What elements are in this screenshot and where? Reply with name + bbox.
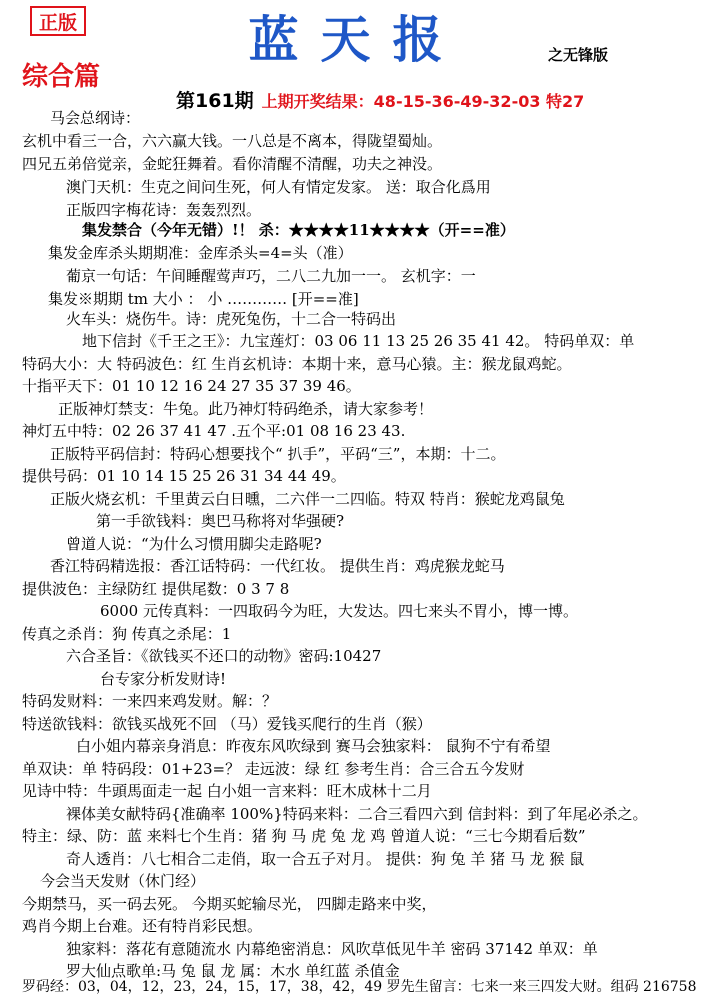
text-line: 正版特平码信封：特码心想要找个“ 扒手”，平码“三”，本期：十二。 (50, 445, 506, 463)
text-line: 集发金库杀头期期准：金库杀头=4=头（准） (48, 244, 353, 262)
text-line: 十指平天下：01 10 12 16 24 27 35 37 39 46。 (22, 377, 361, 395)
text-line: 第一手欲钱料：奥巴马称将对华强硬? (96, 512, 345, 530)
text-line: 正版神灯禁支：牛兔。此乃神灯特码绝杀，请大家参考！ (58, 400, 434, 418)
text-line: 6000 元传真料：一四取码今为旺，大发达。四七来头不胃小，博一博。 (100, 602, 578, 620)
text-line: 地下信封《千王之王》：九宝莲灯：03 06 11 13 25 26 35 41 42。 特码单双：单 (82, 332, 635, 350)
text-line: 台专家分析发财诗! (100, 670, 227, 688)
text-line: 罗大仙点歌单:马 兔 鼠 龙 属：木水 单红蓝 杀值金 (66, 962, 400, 980)
text-line: 白小姐内幕亲身消息：昨夜东风吹绿到 赛马会独家料： 鼠狗不宁有希望 (76, 737, 551, 755)
text-line: 罗码经：03，04，12，23，24，15，17，38，42，49 罗先生留言：七来一来三四发大财。组码 216758 (22, 979, 697, 995)
text-line: 单双诀：单 特码段：01+23=？ 走远波：绿 红 参考生肖：合三合五今发财 (22, 760, 525, 778)
text-line: 四兄五弟倍觉亲，金蛇狂舞着。看你清醒不清醒，功夫之神没。 (22, 155, 443, 173)
text-line: 特码大小：大 特码波色：红 生肖玄机诗：本期十来，意马心猿。主：猴龙鼠鸡蛇。 (22, 355, 572, 373)
last-draw-result: 上期开奖结果：48-15-36-49-32-03 特27 (261, 92, 585, 111)
section-heading: 综合篇 (22, 62, 101, 92)
text-line: 特码发财料：一来四来鸡发财。解：？ (22, 692, 278, 710)
text-line: 澳门天机：生克之间问生死，何人有情定发家。 送：取合化爲用 (66, 178, 491, 196)
text-line: 奇人透肖：八七相合二走俏，取一合五子对月。 提供：狗 兔 羊 猪 马 龙 猴 鼠 (66, 850, 585, 868)
issue-number: 第161期 (176, 90, 254, 112)
text-line: 火车头：烧伤牛。诗：虎死兔伤，十二合一特码出 (66, 310, 397, 328)
text-line: 玄机中看三一合，六六赢大钱。一八总是不离本，得陇望蜀灿。 (22, 132, 443, 150)
genuine-badge: 正版 (30, 6, 86, 36)
text-line: 葡京一句话：午间睡醒莺声巧，二八二九加一一。 玄机字：一 (66, 267, 476, 285)
text-line: 马会总纲诗： (50, 109, 141, 127)
text-line: 提供波色：主绿防红 提供尾数：0 3 7 8 (22, 580, 290, 598)
text-line: 正版火烧玄机：千里黄云白日曛，二六伴一二四临。特双 特肖：猴蛇龙鸡鼠兔 (50, 490, 565, 508)
text-line: 正版四字梅花诗：轰轰烈烈。 (66, 201, 262, 219)
text-line: 今期禁马，买一码去死。 今期买蛇输尽光， 四脚走路来中奖， (22, 895, 437, 913)
text-line: 鸡肖今期上台难。还有特肖彩民想。 (22, 917, 263, 935)
text-line: 提供号码：01 10 14 15 25 26 31 34 44 49。 (22, 467, 346, 485)
text-line: 裸体美女献特码{准确率 100%}特码来料：二合三看四六到 信封料：到了年尾必杀之。 (66, 805, 648, 823)
text-line: 集发禁合（今年无错）!！ 杀：★★★★11★★★★（开==准） (82, 221, 515, 239)
text-line: 传真之杀肖：狗 传真之杀尾：1 (22, 625, 232, 643)
text-line: 集发※期期 tm 大小 ： 小 ………… [开==准] (48, 290, 359, 308)
text-line: 神灯五中特：02 26 37 41 47 .五个平:01 08 16 23 43. (22, 422, 406, 440)
text-line: 见诗中特：牛頭馬面走一起 白小姐一言来料：旺木成林十二月 (22, 782, 432, 800)
text-line: 六合圣旨：《欲钱买不还口的动物》密码:10427 (66, 647, 382, 665)
edition-label: 之无锋版 (548, 46, 609, 64)
text-line: 曾道人说：“为什么习惯用脚尖走路呢? (66, 535, 322, 553)
text-line: 特送欲钱料：欲钱买战死不回 （马）爱钱买爬行的生肖（猴） (22, 715, 432, 733)
masthead-title: 蓝天报 (248, 10, 465, 69)
text-line: 独家料：落花有意随流水 内幕绝密消息：风吹草低见牛羊 密码 37142 单双：单 (66, 940, 598, 958)
text-line: 今会当天发财（休门经） (40, 872, 206, 890)
issue-line (176, 86, 584, 113)
text-line: 香江特码精选报：香江话特码：一代红妆。 提供生肖：鸡虎猴龙蛇马 (50, 557, 505, 575)
text-line: 特主：绿、防：蓝 来料七个生肖：猪 狗 马 虎 兔 龙 鸡 曾道人说：“三七今期看后数” (22, 827, 586, 845)
